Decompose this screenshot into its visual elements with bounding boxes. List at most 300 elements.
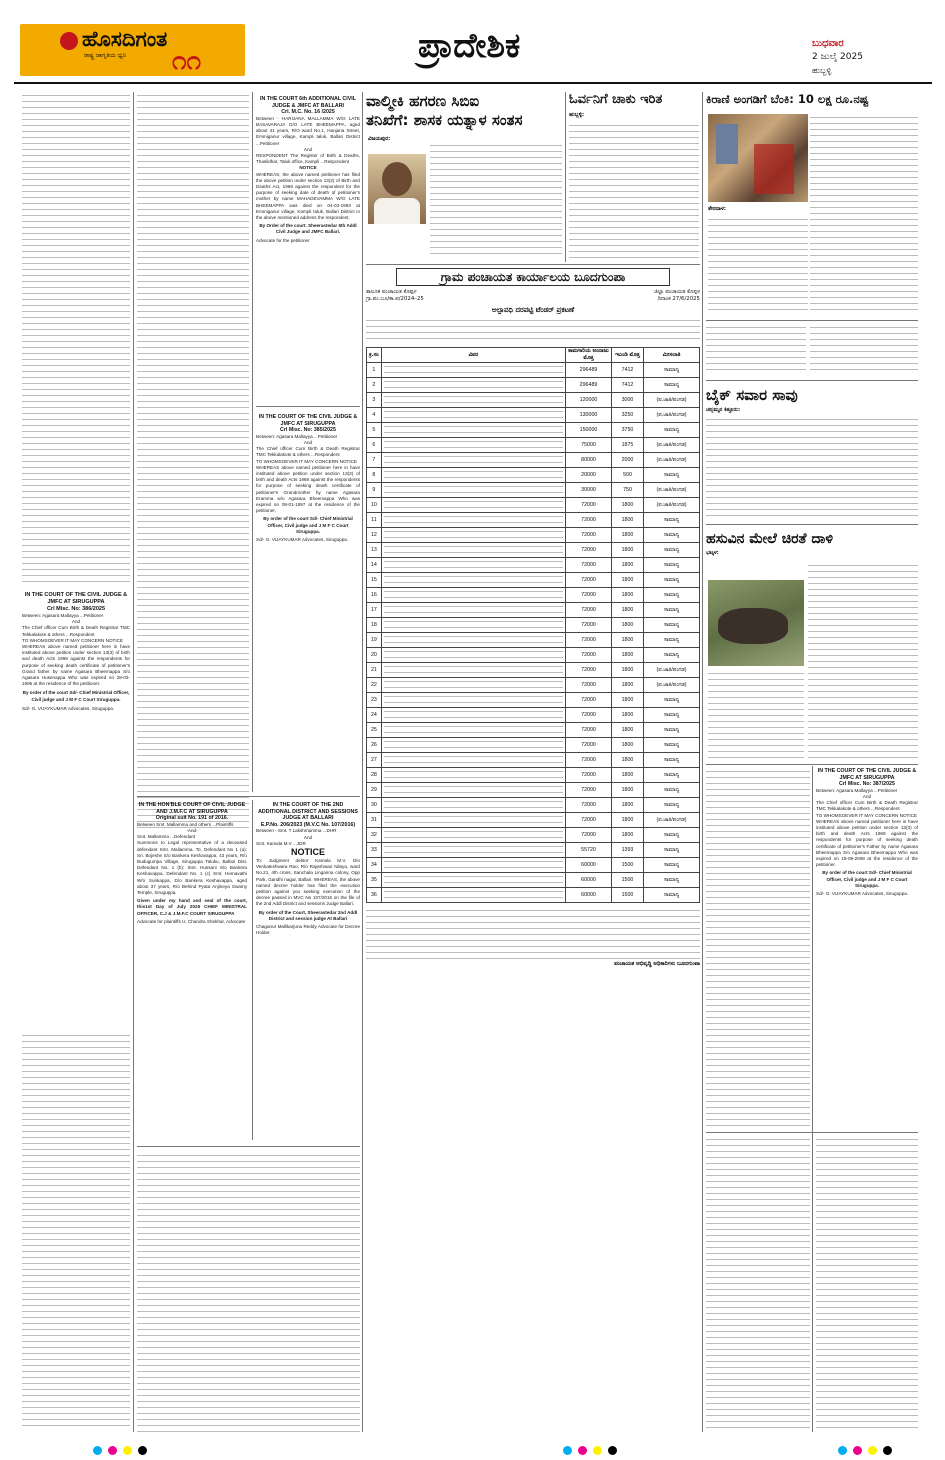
tender-row <box>367 708 700 723</box>
tender-row <box>367 888 700 903</box>
estimated-amount: 72000 <box>566 678 612 693</box>
reservation: ಸಾಮಾನ್ಯ <box>644 723 700 738</box>
estimated-amount: 72000 <box>566 573 612 588</box>
notice-to: TO WHOMSOEVER IT MAY CONCERN NOTICE <box>816 812 917 818</box>
emd-amount: 1800 <box>612 813 644 828</box>
estimated-amount: 72000 <box>566 558 612 573</box>
emd-amount: 750 <box>612 483 644 498</box>
work-description <box>381 648 565 663</box>
reservation: ಸಾಮಾನ್ಯ <box>644 633 700 648</box>
emd-amount: 1800 <box>612 783 644 798</box>
article-body-continued <box>708 670 804 758</box>
notice-advocate: Advocate for the petitioner <box>256 237 310 243</box>
printer-marks-center <box>560 1440 620 1459</box>
tender-row <box>367 873 700 888</box>
work-description <box>381 363 565 378</box>
estimated-amount: 72000 <box>566 633 612 648</box>
description-text-block <box>384 888 563 902</box>
notice-between: Between: Agasara Mallayya ...Petitioner <box>22 613 104 618</box>
reservation: (ಪ.ಜಾತಿ/ಪಂಗಡ) <box>644 813 700 828</box>
estimated-amount: 72000 <box>566 513 612 528</box>
article-body <box>706 416 918 516</box>
description-text-block <box>384 468 563 482</box>
notice-and: -And- <box>186 827 198 833</box>
notice-and: And <box>303 146 313 152</box>
description-text-block <box>384 573 563 587</box>
tender-title: ಗ್ರಾಮ ಪಂಚಾಯತ ಕಾರ್ಯಾಲಯ ಬೂದಗುಂಪಾ <box>396 268 670 286</box>
notice-and: And <box>303 834 313 840</box>
row-number: 20 <box>367 648 382 663</box>
row-number: 13 <box>367 543 382 558</box>
article-headline: ತನಿಖೆಗೆ: ಶಾಸಕ ಯತ್ನಾಳ ಸಂತಸ <box>366 111 523 129</box>
description-text-block <box>384 513 563 527</box>
notice-order: By order of the Court, Sheerastedar 2nd Addl District and session judge At Ballari <box>258 909 358 921</box>
notice-title: IN THE HON'BLE COURT OF CIVIL JUDGE AND J.M.F.C AT SIRUGUPPA <box>138 802 246 815</box>
work-description <box>381 708 565 723</box>
description-text-block <box>384 708 563 722</box>
notice-case: Crl Misc. No: 386/2025 <box>46 606 106 612</box>
row-number: 8 <box>367 468 382 483</box>
row-number: 11 <box>367 513 382 528</box>
section-title: ಪ್ರಾದೇಶಿಕ <box>418 26 521 66</box>
article-continuation <box>810 324 918 374</box>
estimated-amount: 60000 <box>566 888 612 903</box>
tender-signature: ಪಂಚಾಯತ ಅಭಿವೃದ್ಧಿ ಅಧಿಕಾರಿಗಳು ಬೂದಗುಂಪಾ <box>614 961 700 967</box>
column-rule <box>702 92 703 1432</box>
notice-case: Crl Misc. No: 385/2025 <box>280 427 336 434</box>
court-notice-siruguppa-387 <box>816 768 918 1128</box>
tender-intro <box>366 317 700 343</box>
court-notice-execution-206 <box>256 802 360 1142</box>
notice-title: IN THE COURT OF THE CIVIL JUDGE & JMFC AT SIRUGUPPA <box>258 414 358 427</box>
reservation: ಸಾಮಾನ್ಯ <box>644 768 700 783</box>
column-rule <box>565 92 566 262</box>
emd-amount: 1800 <box>612 588 644 603</box>
reservation: (ಪ.ಜಾತಿ/ಪಂಗಡ) <box>644 678 700 693</box>
estimated-amount: 72000 <box>566 648 612 663</box>
court-notice-siruguppa-385 <box>256 414 360 543</box>
tender-row <box>367 768 700 783</box>
tender-notice <box>366 268 700 1433</box>
kannada-notice-3 <box>137 92 249 832</box>
reservation: (ಪ.ಜಾತಿ/ಪಂಗಡ) <box>644 408 700 423</box>
notice-body: WHEREAS, the above named petitioner has filed the above petition under section 13(2) of Birth and Deaths Act, 1969 against the respondent for the purpose of seeking date of death of petitioner's mother by name MAHADEVAMMA W/O LATE BHEEMAPPA was died on 04-03-1993 at Emmiganur village, Kampli taluk, Ballari District in the above mentioned address the respondent. <box>256 171 360 221</box>
reservation: ಸಾಮಾನ್ಯ <box>644 753 700 768</box>
notice-body: WHEREAS above named petitioner here in have instituted above petition under section 13(3) of birth and death Acts 1969 against the respondents for purpose of seeking death certificate of petitioner's Father by name Agasara Bheemappa S/o Agasara Bheemappa Who was expired on 18-09-2008 at the residence of the petitioner. <box>816 818 918 868</box>
description-text-block <box>384 363 563 377</box>
row-number: 7 <box>367 453 382 468</box>
estimated-amount: 72000 <box>566 813 612 828</box>
row-number: 3 <box>367 393 382 408</box>
printer-marks-left <box>90 1440 150 1459</box>
emd-amount: 1800 <box>612 603 644 618</box>
emd-amount: 1800 <box>612 828 644 843</box>
description-text-block <box>384 543 563 557</box>
description-text-block <box>384 603 563 617</box>
tender-row <box>367 363 700 378</box>
article-bike-death <box>706 386 918 520</box>
col-header: ಕ್ರ.ಸಂ <box>367 348 382 363</box>
reservation: ಸಾಮಾನ್ಯ <box>644 588 700 603</box>
reservation: (ಪ.ಜಾತಿ/ಪಂಗಡ) <box>644 453 700 468</box>
kannada-notice-1 <box>22 92 130 582</box>
row-number: 14 <box>367 558 382 573</box>
notice-respondent: The Chief officer Cum Birth & Death Registrar TMC Tekkalakote & others ...Respondent <box>22 625 130 637</box>
row-number: 2 <box>367 378 382 393</box>
reservation: ಸಾಮಾನ್ಯ <box>644 843 700 858</box>
work-description <box>381 693 565 708</box>
tender-row <box>367 663 700 678</box>
emd-amount: 1500 <box>612 888 644 903</box>
reservation: ಸಾಮಾನ್ಯ <box>644 618 700 633</box>
emd-amount: 1800 <box>612 633 644 648</box>
row-number: 35 <box>367 873 382 888</box>
work-description <box>381 513 565 528</box>
tender-row <box>367 543 700 558</box>
column-rule <box>133 92 134 1432</box>
tender-row <box>367 573 700 588</box>
tender-row <box>367 618 700 633</box>
description-text-block <box>384 483 563 497</box>
tender-table <box>366 347 700 903</box>
estimated-amount: 72000 <box>566 663 612 678</box>
work-description <box>381 438 565 453</box>
work-description <box>381 723 565 738</box>
work-description <box>381 408 565 423</box>
description-text-block <box>384 633 563 647</box>
work-description <box>381 798 565 813</box>
reservation: ಸಾಮಾನ್ಯ <box>644 828 700 843</box>
description-text-block <box>384 378 563 392</box>
notice-heading: NOTICE <box>299 165 317 171</box>
col-header: ಕಾಮಗಾರಿಯ ಅಂದಾಜು ಮೊತ್ತ <box>566 348 612 363</box>
description-text-block <box>384 498 563 512</box>
tender-header-line <box>366 289 700 296</box>
notice-respondent: RESPONDENT The Register of Birth & Deaths, Thasildhar, Taluk office, Kampli ...Respondent <box>256 153 360 165</box>
estimated-amount: 72000 <box>566 603 612 618</box>
row-number: 18 <box>367 618 382 633</box>
estimated-amount: 55720 <box>566 843 612 858</box>
article-body <box>808 562 918 758</box>
work-description <box>381 813 565 828</box>
work-description <box>381 828 565 843</box>
reservation: ಸಾಮಾನ್ಯ <box>644 363 700 378</box>
emd-amount: 1875 <box>612 438 644 453</box>
notice-body: To: Judgment debtor Kamala M.V. D/o Venkateshwara Rao, R/o Rajeshwari Nilaya, ward No.21, 4th cross, Sanchala Linganna colony, Opp Park, Gandhi nagar, Ballari. WHEREAS, the above named decree holder has filed the execution petition against you seeking execution of the decree passed in MVC No 107/2016 on the file of the 2nd Addl District and sessions Judge Ballari. <box>256 857 360 907</box>
notice-respondent: Smt. Mallamma ...Defendant <box>137 834 196 840</box>
notice-title: IN THE COURT 6th ADDITIONAL CIVIL JUDGE & JMFC AT BALLARI <box>260 96 356 109</box>
notice-between: Between: Agasara Mallayya ...Petitioner <box>816 787 898 793</box>
estimated-amount: 20000 <box>566 468 612 483</box>
description-text-block <box>384 873 563 887</box>
cow-photo <box>708 580 804 666</box>
article-dateline: ಭಟ್ಕಳ: <box>706 550 719 556</box>
work-description <box>381 678 565 693</box>
article-headline: ಓರ್ವನಿಗೆ ಚಾಕು ಇರಿತ <box>569 92 663 107</box>
reservation: ಸಾಮಾನ್ಯ <box>644 468 700 483</box>
article-dateline: ಚನ್ನಮ್ಮನ ಕಿತ್ತೂರು: <box>706 407 741 413</box>
estimated-amount: 72000 <box>566 588 612 603</box>
masthead-day: ಬುಧವಾರ <box>812 38 844 49</box>
notice-title: IN THE COURT OF THE CIVIL JUDGE & JMFC AT SIRUGUPPA <box>817 768 917 781</box>
reservation: ಸಾಮಾನ್ಯ <box>644 573 700 588</box>
row-rule <box>706 320 918 321</box>
description-text-block <box>384 768 563 782</box>
tender-row <box>367 783 700 798</box>
estimated-amount: 72000 <box>566 798 612 813</box>
notice-advocate: Sd/- G. VIJAYKUMAR Advocates, Siruguppa. <box>256 537 349 543</box>
article-grocery-fire <box>706 92 918 317</box>
tender-row <box>367 588 700 603</box>
emd-amount: 3750 <box>612 423 644 438</box>
tender-footer-text <box>366 907 700 959</box>
emd-amount: 1800 <box>612 513 644 528</box>
emd-amount: 1500 <box>612 873 644 888</box>
description-text-block <box>384 528 563 542</box>
notice-order: By Order of the court. Sheerastedar 6th Addl Civil Judge and JMFC Ballari. <box>259 223 357 235</box>
emd-amount: 7412 <box>612 378 644 393</box>
article-dateline: ಹುಬ್ಬಳ್ಳಿ: <box>569 112 585 118</box>
kannada-notice-6 <box>706 768 810 1128</box>
article-headline: ಹಸುವಿನ ಮೇಲೆ ಚಿರತೆ ದಾಳಿ <box>706 531 833 547</box>
tender-row <box>367 393 700 408</box>
description-text-block <box>384 558 563 572</box>
tender-row <box>367 513 700 528</box>
emd-amount: 3000 <box>612 393 644 408</box>
emd-amount: 1800 <box>612 723 644 738</box>
description-text-block <box>384 723 563 737</box>
estimated-amount: 72000 <box>566 528 612 543</box>
notice-title: IN THE COURT OF THE CIVIL JUDGE & JMFC AT SIRUGUPPA <box>24 592 128 605</box>
estimated-amount: 60000 <box>566 858 612 873</box>
tender-row <box>367 738 700 753</box>
work-description <box>381 483 565 498</box>
tender-row <box>367 378 700 393</box>
estimated-amount: 130000 <box>566 408 612 423</box>
third-column <box>256 96 360 796</box>
reservation: (ಪ.ಜಾತಿ/ಪಂಗಡ) <box>644 438 700 453</box>
tender-ref-date: ದಿನಾಂಕ 27/6/2025 <box>657 296 700 302</box>
article-cheetah-attack <box>706 530 918 760</box>
work-description <box>381 573 565 588</box>
estimated-amount: 72000 <box>566 753 612 768</box>
reservation: ಸಾಮಾನ್ಯ <box>644 873 700 888</box>
row-number: 21 <box>367 663 382 678</box>
row-number: 33 <box>367 843 382 858</box>
notice-to: TO WHOMSOEVER IT MAY CONCERN NOTICE <box>256 458 357 464</box>
notice-heading: NOTICE <box>290 846 325 857</box>
work-description <box>381 663 565 678</box>
emd-amount: 7412 <box>612 363 644 378</box>
row-rule <box>706 380 918 381</box>
reservation: ಸಾಮಾನ್ಯ <box>644 558 700 573</box>
notice-order: By order of the court Sd/- Chief Ministrial Officer, Civil judge and J M F C Court Siruguppa. <box>263 516 353 534</box>
work-description <box>381 558 565 573</box>
row-number: 6 <box>367 438 382 453</box>
estimated-amount: 296489 <box>566 378 612 393</box>
emd-amount: 1800 <box>612 558 644 573</box>
estimated-amount: 150000 <box>566 423 612 438</box>
emd-amount: 1800 <box>612 648 644 663</box>
notice-advocate: Advocate for plaintiffs U. Chandra Shekhar, Advocate <box>137 918 246 924</box>
row-number: 24 <box>367 708 382 723</box>
column-rule <box>362 92 363 1432</box>
court-notice-ballari-16 <box>256 96 360 244</box>
description-text-block <box>384 738 563 752</box>
tender-district: ಜಿಲ್ಲಾ ಪಂಚಾಯತ ಕೊಪ್ಪಳ <box>653 289 700 295</box>
work-description <box>381 378 565 393</box>
article-continuation <box>706 324 806 374</box>
estimated-amount: 72000 <box>566 498 612 513</box>
estimated-amount: 120000 <box>566 393 612 408</box>
work-description <box>381 873 565 888</box>
row-number: 23 <box>367 693 382 708</box>
work-description <box>381 858 565 873</box>
kannada-notice-2 <box>22 1032 130 1427</box>
row-number: 16 <box>367 588 382 603</box>
notice-between: Between Smt. Mallamma and others ...Plaintiffs <box>137 821 234 827</box>
left-column <box>22 92 132 1432</box>
description-text-block <box>384 828 563 842</box>
emd-amount: 1800 <box>612 618 644 633</box>
notice-between: Between - HARIJANA MALLAMMA W/O LATE BASAVARAJA D/O LATE BHEEMAPPA, aged about 41 years, R/O ward No.1, Hanjana Street, Emmiganur village, Kampli taluk, Ballari District ...Petitioner <box>256 115 360 146</box>
row-number: 15 <box>367 573 382 588</box>
tender-row <box>367 723 700 738</box>
tender-row <box>367 843 700 858</box>
estimated-amount: 80000 <box>566 453 612 468</box>
row-number: 29 <box>367 783 382 798</box>
row-number: 26 <box>367 738 382 753</box>
emd-amount: 1800 <box>612 573 644 588</box>
emd-amount: 1800 <box>612 528 644 543</box>
article-dateline: ತೇರದಾಳ: <box>708 206 726 212</box>
tender-row <box>367 483 700 498</box>
work-description <box>381 738 565 753</box>
estimated-amount: 296489 <box>566 363 612 378</box>
tender-row <box>367 438 700 453</box>
row-number: 25 <box>367 723 382 738</box>
emd-amount: 1500 <box>612 858 644 873</box>
column-rule <box>252 92 253 792</box>
work-description <box>381 468 565 483</box>
row-rule <box>137 1146 360 1147</box>
estimated-amount: 72000 <box>566 723 612 738</box>
estimated-amount: 72000 <box>566 828 612 843</box>
emd-amount: 1800 <box>612 693 644 708</box>
notice-advocate: Sd/- G. VIJAYKUMAR Advocates, Siruguppa. <box>816 891 909 897</box>
description-text-block <box>384 408 563 422</box>
tender-row <box>367 558 700 573</box>
tender-row <box>367 648 700 663</box>
logo-block <box>20 24 245 76</box>
row-number: 5 <box>367 423 382 438</box>
tender-row <box>367 798 700 813</box>
article-headline: ಕಿರಾಣಿ ಅಂಗಡಿಗೆ ಬೆಂಕಿ: 10 ಲಕ್ಷ ರೂ.ನಷ್ಟ <box>706 92 869 106</box>
description-text-block <box>384 858 563 872</box>
work-description <box>381 393 565 408</box>
emd-amount: 1800 <box>612 543 644 558</box>
estimated-amount: 72000 <box>566 543 612 558</box>
reservation: ಸಾಮಾನ್ಯ <box>644 738 700 753</box>
tender-row <box>367 693 700 708</box>
estimated-amount: 72000 <box>566 618 612 633</box>
description-text-block <box>384 438 563 452</box>
reservation: (ಪ.ಜಾತಿ/ಪಂಗಡ) <box>644 483 700 498</box>
work-description <box>381 528 565 543</box>
tender-row <box>367 813 700 828</box>
tender-row <box>367 603 700 618</box>
notice-between: Between - Smt. T Lakshmamma ...DHR <box>256 828 337 834</box>
work-description <box>381 453 565 468</box>
work-description <box>381 588 565 603</box>
emd-amount: 500 <box>612 468 644 483</box>
reservation: (ಪ.ಜಾತಿ/ಪಂಗಡ) <box>644 498 700 513</box>
reservation: ಸಾಮಾನ್ಯ <box>644 888 700 903</box>
emd-amount: 1800 <box>612 738 644 753</box>
notice-and: And <box>71 619 81 625</box>
notice-to: TO WHOMSOEVER IT MAY CONCERN NOTICE <box>22 637 123 643</box>
description-text-block <box>384 618 563 632</box>
article-headline: ವಾಲ್ಮೀಕಿ ಹಗರಣ ಸಿಬಿಐ <box>366 92 480 110</box>
article-body <box>569 122 699 258</box>
reservation: ಸಾಮಾನ್ಯ <box>644 528 700 543</box>
masthead-city: ಹುಬ್ಬಳ್ಳಿ <box>812 66 832 75</box>
emd-amount: 1393 <box>612 843 644 858</box>
reservation: ಸಾಮಾನ್ಯ <box>644 603 700 618</box>
notice-advocate: Sd/- G. VIJAYKUMAR Advocates, Siruguppa. <box>22 705 115 711</box>
notice-respondent: Smt. Kamala M.V ...JDR <box>256 840 306 846</box>
notice-respondent: The Chief officer Cum Birth & Death Registrar TMC Tekkalakote & others ...Respondent <box>816 800 918 812</box>
printer-marks-right <box>835 1440 895 1459</box>
tender-row <box>367 423 700 438</box>
article-body-continued <box>708 216 808 314</box>
notice-and: And <box>303 439 313 445</box>
row-number: 36 <box>367 888 382 903</box>
tender-row <box>367 678 700 693</box>
row-rule <box>706 1132 918 1133</box>
row-rule <box>137 796 360 797</box>
reservation: ಸಾಮಾನ್ಯ <box>644 693 700 708</box>
kannada-notice-7 <box>706 1136 810 1432</box>
work-description <box>381 633 565 648</box>
notice-body: Summons to Legal representative of a deceased defendant Smt. Mallamma. To, Defendant No 1 (a): Sri. Bojeshe S/o Bankera Keshavappa, 43 years, R/o Budugumpa Village, Siruguppa Taluku, Ballari Dist. Defendant No. 1 (b): Smt. Hussani S/o Bankera Keshavappa. Defendant No. 1 (c) Smt. Hemavathi W/o Sunkappa, D/o Bankera Keshavappa, aged about 37 years, R/o Behind Pyata Anjineya Swamy Temple, Siruguppa. <box>137 840 247 896</box>
reservation: ಸಾಮಾನ್ಯ <box>644 378 700 393</box>
work-description <box>381 423 565 438</box>
description-text-block <box>384 588 563 602</box>
notice-order: By order of the court Sd/- Chief Ministrial Officer, Civil judge and J M F C Court Siruguppa. <box>22 690 130 702</box>
description-text-block <box>384 813 563 827</box>
row-rule <box>706 524 918 525</box>
tender-ref-line <box>366 296 700 303</box>
row-number: 12 <box>367 528 382 543</box>
reservation: ಸಾಮಾನ್ಯ <box>644 858 700 873</box>
reservation: ಸಾಮಾನ್ಯ <box>644 423 700 438</box>
estimated-amount: 75000 <box>566 438 612 453</box>
estimated-amount: 72000 <box>566 783 612 798</box>
row-number: 9 <box>367 483 382 498</box>
court-notice-siruguppa-386 <box>22 592 130 1022</box>
logo-text: ಹೊಸದಿಗಂತ <box>82 27 168 51</box>
tender-table-header <box>367 348 700 363</box>
notice-case: Original suit No. 191 of 2016. <box>155 815 229 822</box>
article-body <box>810 114 918 314</box>
emd-amount: 1800 <box>612 798 644 813</box>
logo-tagline: ರಾಷ್ಟ್ರ ಜಾಗೃತಿಯ ಧ್ವನಿ <box>84 52 127 59</box>
masthead-date: 2 ಜುಲೈ 2025 <box>812 52 863 62</box>
fire-photo <box>708 114 808 202</box>
kannada-notice-8 <box>816 1136 918 1432</box>
notice-between: Between: Agasara Mallayya ...Petitioner <box>256 433 338 439</box>
